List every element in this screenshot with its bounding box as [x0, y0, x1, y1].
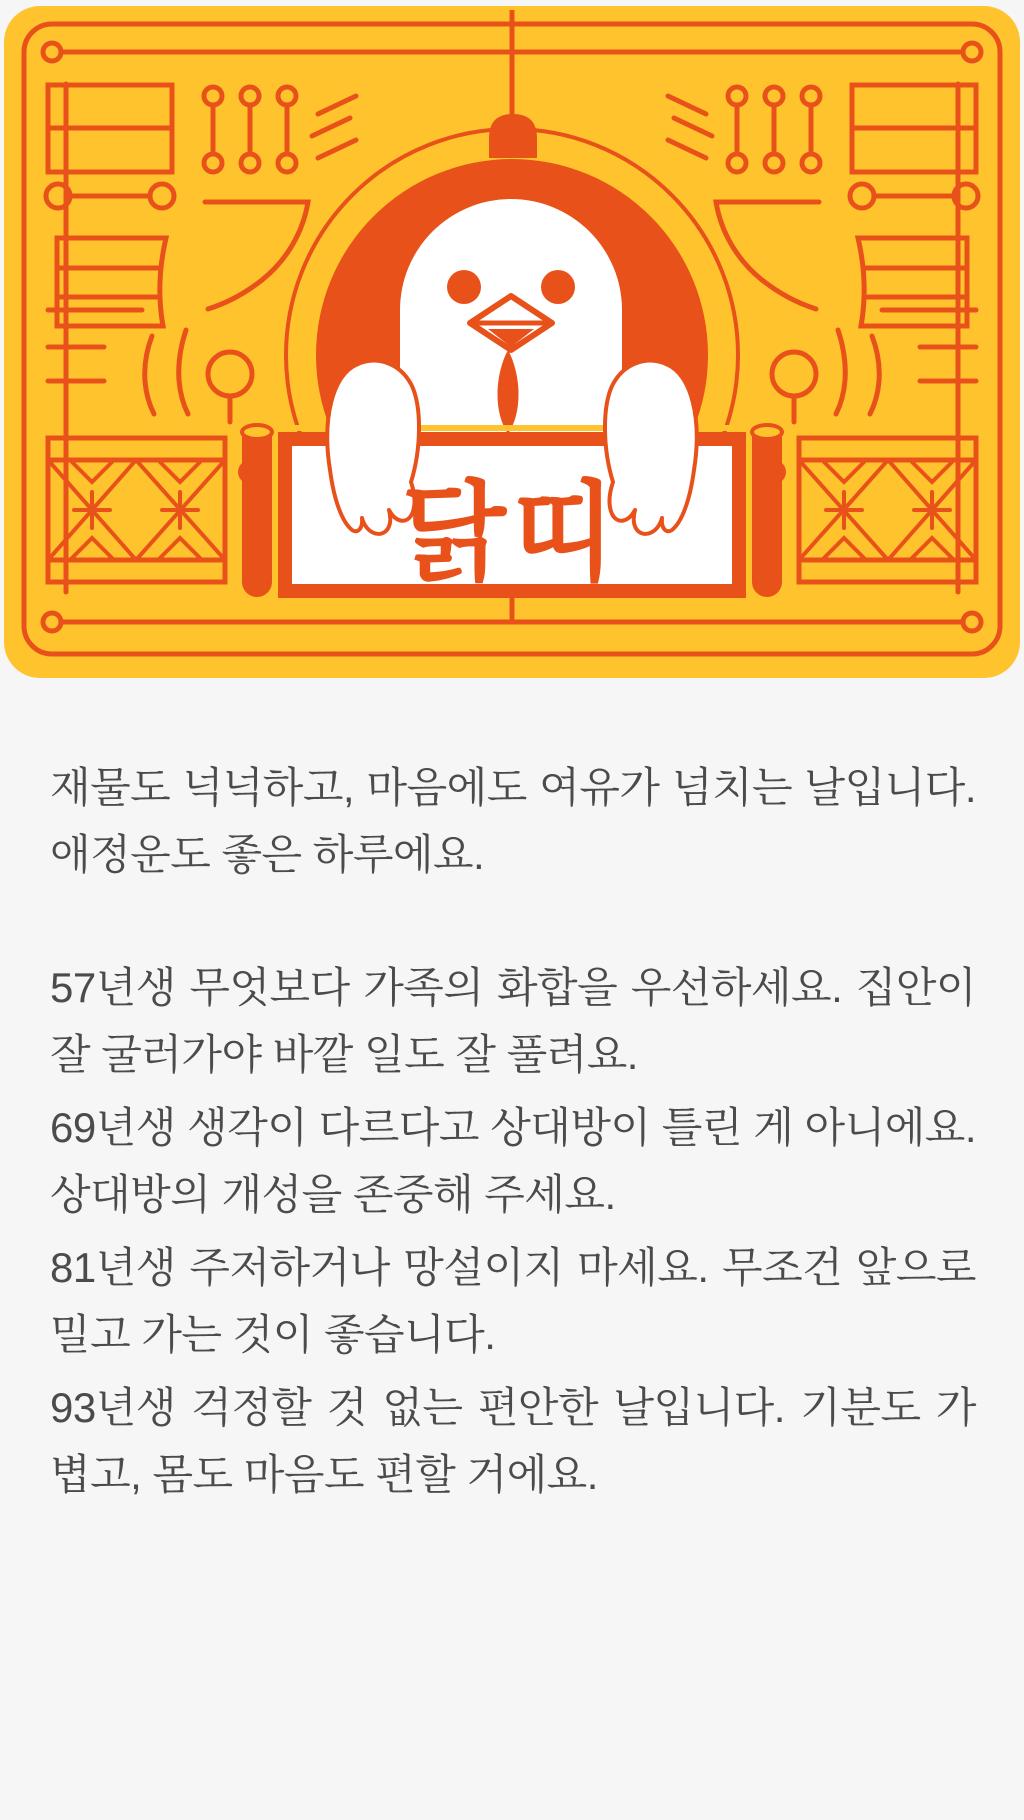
- fortune-text: [0, 684, 1024, 1508]
- lantern-cap: [489, 114, 537, 158]
- entry-text: 생각이 다르다고 상대방이 틀린 게 아니에요. 상대방의 개성을 존중해 주세요.: [50, 1104, 977, 1218]
- entry-text: 걱정할 것 없는 편안한 날입니다. 기분도 가볍고, 몸도 마음도 편할 거에요.: [50, 1384, 976, 1498]
- entry-text: 무엇보다 가족의 화합을 우선하세요. 집안이 잘 굴러가야 바깥 일도 잘 풀려요.: [50, 964, 976, 1078]
- fortune-entry-81: [50, 1234, 976, 1368]
- rooster-card-illustration: [0, 0, 1024, 684]
- rooster-eye-right: [541, 270, 575, 304]
- entry-year: 69년생: [50, 1104, 176, 1151]
- fortune-entry-93: [50, 1374, 976, 1508]
- zodiac-card: [0, 0, 1024, 684]
- rooster-eye-left: [447, 270, 481, 304]
- entry-year: 93년생: [50, 1384, 176, 1431]
- entry-year: 57년생: [50, 964, 176, 1011]
- banner-title: 닭띠: [401, 472, 623, 593]
- fortune-intro: 재물도 넉넉하고, 마음에도 여유가 넘치는 날입니다. 애정운도 좋은 하루에요.: [50, 764, 976, 878]
- fortune-entry-57: [50, 954, 976, 1088]
- entry-text: 주저하거나 망설이지 마세요. 무조건 앞으로 밀고 가는 것이 좋습니다.: [50, 1244, 976, 1358]
- entry-year: 81년생: [50, 1244, 176, 1291]
- fortune-entry-69: [50, 1094, 976, 1228]
